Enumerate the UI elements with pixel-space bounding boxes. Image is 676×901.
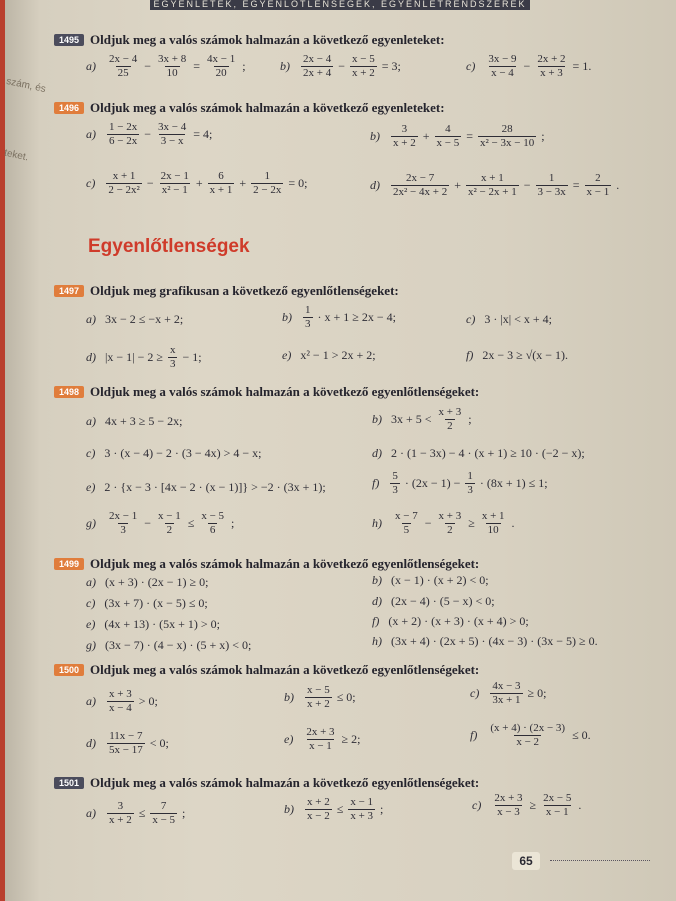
expression: 2 · {x − 3 · [4x − 2 · (x − 1)]} > −2 · (3x + 1); <box>104 480 326 494</box>
exercise <box>86 344 202 371</box>
operator: ≤ 0; <box>336 690 356 704</box>
exercise <box>472 792 581 819</box>
exercise-label: g) <box>86 516 96 530</box>
operator: ; <box>231 516 235 530</box>
numerator: x + 2 <box>307 796 330 808</box>
expression: (4x + 13) · (5x + 1) > 0; <box>104 617 220 631</box>
exercise-label: d) <box>370 178 380 192</box>
operator: ≥ <box>468 516 475 530</box>
fraction <box>107 53 139 80</box>
exercise <box>284 726 360 753</box>
operator: + <box>239 176 247 190</box>
fraction <box>150 800 177 827</box>
operator: − <box>144 127 151 141</box>
problem-text: Oldjuk meg a valós számok halmazán a következő egyenlőtlenségeket: <box>90 556 480 571</box>
exercise-label: c) <box>86 596 96 610</box>
exercise-label: a) <box>86 575 96 589</box>
operator: > 0; <box>138 694 158 708</box>
denominator: x − 3 <box>497 806 520 818</box>
numerator: 11x − 7 <box>109 730 143 742</box>
exercise-label: b) <box>284 802 294 816</box>
operator: ; <box>468 412 472 426</box>
expression: · x + 1 ≥ 2x − 4; <box>317 310 396 324</box>
numerator: 2x − 4 <box>303 53 332 65</box>
expression: (3x − 7) · (4 − x) · (5 + x) < 0; <box>105 638 252 652</box>
exercise <box>86 121 212 148</box>
problem-text: Oldjuk meg grafikusan a következő egyenlőtlenségeket: <box>90 283 399 298</box>
exercise <box>86 414 182 429</box>
numerator: 2x + 3 <box>306 726 335 738</box>
exercise <box>466 312 552 327</box>
problem-text: Oldjuk meg a valós számok halmazán a következő egyenleteket: <box>90 32 445 47</box>
operator: = <box>193 59 200 73</box>
denominator: 3 <box>467 484 473 496</box>
operator: − <box>523 59 531 73</box>
fraction <box>437 510 464 537</box>
numerator: x + 1 <box>112 170 136 182</box>
exercise <box>370 172 619 199</box>
numerator: 2x − 4 <box>109 53 138 65</box>
exercise-label: e) <box>284 732 294 746</box>
exercise-label: d) <box>86 350 96 364</box>
fraction <box>156 53 188 80</box>
expression: (3x + 4) · (2x + 5) · (4x − 3) · (3x − 5) ≥ 0. <box>391 634 598 648</box>
denominator: 6 − 2x <box>109 135 138 147</box>
exercise <box>86 170 307 197</box>
fraction <box>156 121 188 148</box>
denominator: x + 2 <box>307 698 330 710</box>
fraction <box>159 170 191 197</box>
problem-number: 1496 <box>54 102 84 114</box>
page-number-rule <box>550 860 650 861</box>
fraction <box>107 688 134 715</box>
fraction <box>391 123 418 150</box>
fraction <box>466 172 519 199</box>
exercise-label: f) <box>470 728 478 742</box>
fraction <box>435 123 462 150</box>
fraction <box>536 172 568 199</box>
operator: = 3; <box>381 59 401 73</box>
exercise-label: f) <box>372 614 380 628</box>
problem-text: Oldjuk meg a valós számok halmazán a következő egyenlőtlenségeket: <box>90 775 480 790</box>
exercise <box>86 688 158 715</box>
denominator: 2x + 4 <box>303 67 332 79</box>
page-edge-bar <box>0 0 5 901</box>
denominator: 3 − 3x <box>537 186 566 198</box>
fraction <box>156 510 183 537</box>
denominator: x² − 1 <box>161 184 188 196</box>
fraction <box>168 344 178 371</box>
fraction <box>393 510 420 537</box>
numerator: 2x + 2 <box>537 53 566 65</box>
exercise-label: a) <box>86 414 96 428</box>
fraction <box>465 470 475 497</box>
numerator: 4x − 1 <box>207 53 236 65</box>
exercise <box>470 680 546 707</box>
expression: (x − 1) · (x + 2) < 0; <box>391 573 489 587</box>
exercise-label: e) <box>86 617 96 631</box>
exercise-label: a) <box>86 127 96 141</box>
fraction <box>305 796 332 823</box>
expression: − 1; <box>182 350 202 364</box>
fraction <box>585 172 612 199</box>
exercise <box>282 304 396 331</box>
operator: − <box>338 59 345 73</box>
denominator: 6 <box>209 524 216 536</box>
margin-note: teket. <box>3 147 30 164</box>
expression: 3x − 2 ≤ −x + 2; <box>105 312 184 326</box>
operator: ≥ 2; <box>341 732 361 746</box>
numerator: x − 5 <box>307 684 330 696</box>
exercise-label: g) <box>86 638 96 652</box>
exercise <box>86 730 169 757</box>
problem-header <box>54 32 445 48</box>
exercise <box>86 446 261 461</box>
denominator: 3 <box>169 358 176 370</box>
problem-header <box>54 100 445 116</box>
exercise-label: h) <box>372 634 382 648</box>
denominator: 2 − 2x² <box>108 184 140 196</box>
operator: = <box>466 129 473 143</box>
denominator: 3 <box>392 484 398 496</box>
fraction <box>107 800 134 827</box>
exercise-label: c) <box>86 176 96 190</box>
denominator: 3 <box>120 524 126 536</box>
expression: |x − 1| − 2 ≥ <box>105 350 163 364</box>
denominator: x − 1 <box>586 186 610 198</box>
operator: − <box>424 516 432 530</box>
numerator: (x + 4) · (2x − 3) <box>490 722 566 734</box>
expression: 4x + 3 ≥ 5 − 2x; <box>105 414 183 428</box>
problem-header <box>54 556 479 572</box>
numerator: 3x − 9 <box>488 53 517 65</box>
denominator: x − 4 <box>109 702 132 714</box>
exercise <box>372 614 529 629</box>
denominator: x − 4 <box>491 67 514 79</box>
exercise <box>372 406 472 433</box>
fraction <box>106 170 142 197</box>
exercise-label: a) <box>86 806 96 820</box>
exercise-label: c) <box>466 59 476 73</box>
exercise <box>372 573 489 588</box>
operator: . <box>511 516 515 530</box>
expression: x² − 1 > 2x + 2; <box>300 348 376 362</box>
numerator: x + 1 <box>481 172 504 184</box>
margin-note: szám, és <box>5 75 47 96</box>
expression: · (2x − 1) − <box>404 476 461 490</box>
fraction <box>437 406 464 433</box>
exercise <box>86 800 185 827</box>
denominator: x − 1 <box>309 740 332 752</box>
fraction <box>303 304 313 331</box>
denominator: x² − 2x + 1 <box>468 186 517 198</box>
exercise-label: e) <box>282 348 292 362</box>
operator: + <box>422 129 430 143</box>
numerator: 1 − 2x <box>109 121 138 133</box>
denominator: x + 2 <box>393 137 416 149</box>
numerator: x − 1 <box>350 796 374 808</box>
operator: = 1. <box>572 59 592 73</box>
exercise <box>466 53 591 80</box>
denominator: x + 2 <box>352 67 375 79</box>
fraction <box>480 510 507 537</box>
numerator: x − 1 <box>158 510 181 522</box>
denominator: 3 <box>305 318 311 330</box>
exercise-label: b) <box>370 129 380 143</box>
fraction <box>348 796 375 823</box>
exercise <box>372 634 598 649</box>
exercise <box>470 722 591 749</box>
numerator: 3x + 8 <box>158 53 187 65</box>
operator: . <box>616 178 620 192</box>
fraction <box>199 510 226 537</box>
expression: · (8x + 1) ≤ 1; <box>479 476 548 490</box>
denominator: 5 <box>403 524 410 536</box>
denominator: x − 2 <box>516 736 540 748</box>
problem-text: Oldjuk meg a valós számok halmazán a következő egyenlőtlenségeket: <box>90 662 480 677</box>
exercise <box>86 480 326 495</box>
exercise-label: a) <box>86 59 96 73</box>
denominator: 2 − 2x <box>253 184 282 196</box>
denominator: x + 3 <box>540 67 563 79</box>
denominator: 2x² − 4x + 2 <box>393 186 448 198</box>
problem-header <box>54 662 479 678</box>
denominator: 2 <box>447 420 453 432</box>
exercise <box>466 348 568 363</box>
expression: 3 · |x| < x + 4; <box>484 312 552 326</box>
fraction <box>478 123 536 150</box>
page-number: 65 <box>512 852 540 870</box>
numerator: 2 <box>595 172 601 184</box>
denominator: x + 2 <box>109 814 132 826</box>
fraction <box>305 684 332 711</box>
numerator: 3x − 4 <box>158 121 187 133</box>
exercise-label: c) <box>472 798 482 812</box>
operator: − <box>144 59 151 73</box>
numerator: x + 3 <box>438 406 462 418</box>
operator: ; <box>182 806 186 820</box>
exercise <box>86 617 220 632</box>
operator: − <box>146 176 154 190</box>
exercise <box>372 510 515 537</box>
operator: ≤ <box>138 806 146 820</box>
denominator: 2 <box>447 524 453 536</box>
fraction <box>304 726 336 753</box>
operator: ≤ <box>187 516 195 530</box>
exercise <box>370 123 545 150</box>
numerator: 1 <box>548 172 555 184</box>
operator: < 0; <box>149 736 169 750</box>
expression: 3x + 5 < <box>391 412 432 426</box>
problem-number: 1498 <box>54 386 84 398</box>
exercise-label: b) <box>372 573 382 587</box>
exercise-label: c) <box>86 446 96 460</box>
exercise-label: b) <box>280 59 290 73</box>
exercise-label: b) <box>372 412 382 426</box>
exercise-label: d) <box>372 594 382 608</box>
denominator: 3 − x <box>160 135 184 147</box>
denominator: x − 5 <box>436 137 460 149</box>
expression: (3x + 7) · (x − 5) ≤ 0; <box>104 596 208 610</box>
problem-text: Oldjuk meg a valós számok halmazán a következő egyenleteket: <box>90 100 445 115</box>
problem-header <box>54 384 479 400</box>
exercise <box>280 53 401 80</box>
denominator: x − 1 <box>545 806 569 818</box>
numerator: x + 3 <box>109 688 132 700</box>
problem-number: 1501 <box>54 777 84 789</box>
numerator: x − 5 <box>352 53 375 65</box>
exercise <box>86 510 234 537</box>
expression: 2 · (1 − 3x) − 4 · (x + 1) ≥ 10 · (−2 − x); <box>391 446 585 460</box>
numerator: 4 <box>445 123 451 135</box>
fraction <box>301 53 333 80</box>
numerator: 2x + 3 <box>494 792 523 804</box>
denominator: 5x − 17 <box>109 744 143 756</box>
operator: ; <box>380 802 384 816</box>
exercise-label: d) <box>86 736 96 750</box>
operator: . <box>578 798 582 812</box>
denominator: x + 3 <box>350 810 374 822</box>
operator: − <box>523 178 531 192</box>
denominator: 3x + 1 <box>492 694 521 706</box>
numerator: 3 <box>117 800 124 812</box>
denominator: 10 <box>487 524 499 536</box>
numerator: x <box>169 344 176 356</box>
denominator: 10 <box>166 67 178 79</box>
operator: ≥ <box>529 798 537 812</box>
numerator: 28 <box>501 123 513 135</box>
denominator: x − 5 <box>152 814 176 826</box>
expression: (x + 3) · (2x − 1) ≥ 0; <box>105 575 209 589</box>
problem-header <box>54 775 479 791</box>
numerator: x + 3 <box>438 510 462 522</box>
exercise-label: b) <box>284 690 294 704</box>
fraction <box>107 730 145 757</box>
exercise <box>284 684 356 711</box>
exercise <box>372 446 585 461</box>
numerator: 5 <box>392 470 398 482</box>
numerator: 2x − 1 <box>109 510 138 522</box>
numerator: 4x − 3 <box>492 680 521 692</box>
numerator: 2x − 7 <box>406 172 435 184</box>
operator: = 0; <box>288 176 308 190</box>
fraction <box>492 792 524 819</box>
operator: − <box>144 516 151 530</box>
expression: 2x − 3 ≥ √(x − 1). <box>482 348 569 362</box>
operator: ; <box>242 59 246 73</box>
operator: ≤ <box>336 802 344 816</box>
numerator: x − 5 <box>201 510 225 522</box>
fraction <box>535 53 567 80</box>
exercise-label: f) <box>372 476 380 490</box>
operator: ≥ 0; <box>527 686 547 700</box>
problem-number: 1495 <box>54 34 84 46</box>
operator: + <box>454 178 461 192</box>
operator: ≤ 0. <box>572 728 591 742</box>
problem-number: 1500 <box>54 664 84 676</box>
exercise-label: a) <box>86 694 96 708</box>
exercise <box>86 312 183 327</box>
fraction <box>541 792 573 819</box>
exercise-label: f) <box>466 348 474 362</box>
numerator: 1 <box>264 170 270 182</box>
exercise-label: h) <box>372 516 382 530</box>
exercise-label: d) <box>372 446 382 460</box>
denominator: x − 2 <box>307 810 330 822</box>
problem-text: Oldjuk meg a valós számok halmazán a következő egyenlőtlenségeket: <box>90 384 480 399</box>
fraction <box>107 121 139 148</box>
problem-header <box>54 283 399 299</box>
fraction <box>205 53 237 80</box>
exercise-label: c) <box>466 312 476 326</box>
expression: (x + 2) · (x + 3) · (x + 4) > 0; <box>388 614 529 628</box>
operator: = <box>572 178 580 192</box>
numerator: x + 1 <box>481 510 505 522</box>
section-title: Egyenlőtlenségek <box>88 236 250 257</box>
exercise <box>86 575 208 590</box>
numerator: x − 7 <box>395 510 418 522</box>
exercise-label: e) <box>86 480 96 494</box>
fraction <box>391 172 449 199</box>
denominator: x² − 3x − 10 <box>480 137 535 149</box>
exercise <box>86 596 208 611</box>
numerator: 6 <box>218 170 224 182</box>
expression: (2x − 4) · (5 − x) < 0; <box>391 594 495 608</box>
numerator: 2x − 1 <box>160 170 189 182</box>
denominator: 2 <box>166 524 173 536</box>
fraction <box>107 510 139 537</box>
fraction <box>208 170 235 197</box>
numerator: 1 <box>305 304 311 316</box>
exercise <box>282 348 376 363</box>
expression: 3 · (x − 4) − 2 · (3 − 4x) > 4 − x; <box>104 446 262 460</box>
exercise-label: c) <box>470 686 480 700</box>
problem-number: 1499 <box>54 558 84 570</box>
exercise <box>372 470 548 497</box>
denominator: 20 <box>215 67 227 79</box>
numerator: 2x − 5 <box>543 792 572 804</box>
numerator: 3 <box>401 123 408 135</box>
denominator: x + 1 <box>209 184 233 196</box>
fraction <box>486 53 518 80</box>
denominator: 25 <box>117 67 129 79</box>
exercise <box>284 796 383 823</box>
exercise-label: a) <box>86 312 96 326</box>
exercise <box>86 53 246 80</box>
fraction <box>350 53 377 80</box>
fraction <box>488 722 567 749</box>
running-head: EGYENLETEK, EGYENLŐTLENSÉGEK, EGYENLETRENDSZEREK <box>150 0 530 10</box>
problem-number: 1497 <box>54 285 84 297</box>
fraction <box>251 170 283 197</box>
numerator: 1 <box>467 470 473 482</box>
operator: + <box>195 176 203 190</box>
numerator: 7 <box>160 800 167 812</box>
exercise <box>372 594 495 609</box>
operator: = 4; <box>193 127 213 141</box>
fraction <box>490 680 522 707</box>
exercise <box>86 638 251 653</box>
operator: ; <box>541 129 545 143</box>
fraction <box>390 470 400 497</box>
exercise-label: b) <box>282 310 292 324</box>
